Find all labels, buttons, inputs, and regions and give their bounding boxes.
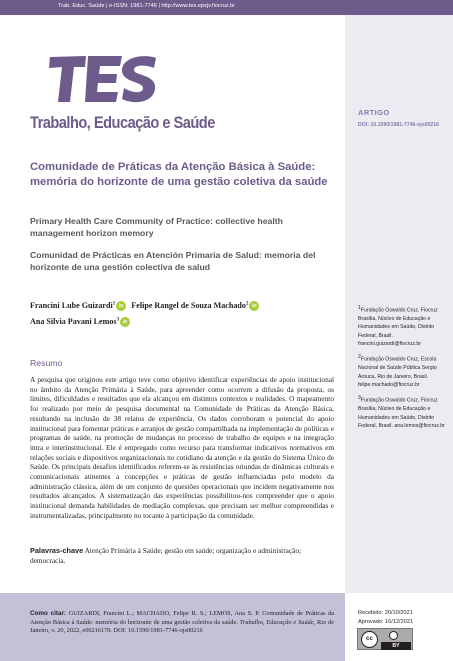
author: Ana Silvia Pavani Lemos$^3$ (30, 316, 120, 326)
keywords-label: Palavras-chave (30, 546, 84, 555)
journal-name: Trabalho, Educação e Saúde (30, 113, 215, 132)
cc-license-badge[interactable] (357, 628, 413, 650)
affiliations (358, 304, 451, 435)
doi: DOI: 10.1590/1981-7746-ojs00216 (358, 122, 440, 128)
affiliation: $^2$Fundação Oswaldo Cruz, Escola Nacional de Saúde Pública Sergio Arouca, Rio de Janeiro, Brasil. felipe.machado@fiocruz.br (358, 354, 437, 388)
received-date: Recebido: 20/10/2021 (358, 610, 413, 616)
keywords (30, 546, 334, 565)
author-list (30, 298, 340, 330)
top-bar (0, 0, 453, 15)
affiliation: $^3$Fundação Oswaldo Cruz, Fiocruz Brasília, Núcleo de Educação e Humanidades em Saúde, Distrito Federal, Brasil. ana.lemos@fiocruz.br (358, 395, 445, 429)
article-title-es: Comunidad de Prácticas en Atención Primaria de Salud: memoria del horizonte de una gestión colectiva de salud (30, 250, 316, 272)
orcid-icon[interactable]: iD (120, 317, 130, 327)
cc-icon: cc (361, 631, 378, 648)
approved-date: Aprovado: 16/12/2021 (358, 618, 414, 625)
orcid-icon[interactable]: iD (116, 301, 126, 311)
by-label: BY (381, 642, 411, 650)
citation: Como citar: GUIZARDI, Francini L.; MACHADO, Felipe R. S.; LEMOS, Ana S. P. Comunidade de Práticas da Atenção Básica à Saúde: memória do horizonte de uma gestão coletiva da saúde. Trabalho, Educação e Saúde, Rio de Janeiro, v. 20, 2022, e00216170. DOI: 10.1590/1981-7746-ojs00216 (30, 610, 334, 635)
citation-label: Como citar: (30, 610, 67, 617)
tes-logo-icon (44, 52, 164, 108)
keywords-text: Atenção Primária à Saúde; gestão em saúde; organização e administração; democracia. (30, 546, 302, 565)
article-dates (358, 609, 413, 626)
affiliation: $^1$Fundação Oswaldo Cruz, Fiocruz Brasília, Núcleo de Educação e Humanidades em Saúde, Distrito Federal, Brasil. francini.guizardi@fiocruz.br (358, 305, 438, 347)
section-label: ARTIGO (358, 108, 390, 117)
article-title-pt: Comunidade de Práticas da Atenção Básica à Saúde: memória do horizonte de uma gestão coletiva da saúde (30, 161, 328, 189)
abstract-heading: Resumo (30, 358, 63, 368)
orcid-icon[interactable]: iD (249, 301, 259, 311)
author: Felipe Rangel de Souza Machado$^2$ (131, 301, 249, 310)
article-title-en: Primary Health Care Community of Practice: collective health management horizon memory (30, 216, 283, 238)
abstract-text: A pesquisa que originou este artigo teve como objetivo identificar experiências de apoio institucional no âmbito da Atenção Primária à Saúde, para apreender como ocorrem a difusão da proposta, os limites, dificuldades e resultados que ela alcançou em distintos contextos e realidades. O mapeamento foi realizado por meio de pesquisa documental na Comunidade de Práticas da Atenção Básica, resultando na inclusão de 38 relatos de experiência. Os dados corroboram o potencial do apoio institucional para fomentar práticas e arranjos de gestão compartilhada na implementação de políticas e programas de saúde, na promoção de mudanças no processo de trabalho de equipes e na integração intra e interinstitucional. Ele é empregado como recurso para transformar indicativos normativos em relações sociais e dispositivos organizacionais no cotidiano da atenção e da gestão do Sistema Único de Saúde. Os principais desafios identificados referem-se às resistências oriundas de dinâmicas culturais e comunicacionais atinentes a concepções e práticas de gestão influenciadas pelo modelo da administração clássica, além de um conjunto de questões operacionais que incidem negativamente nos resultados alcançados. A sistematização das experiências possibilitou-nos compreender que o apoio institucional demanda habilidades de mediação complexas, que precisam ser melhor compreendidas e instrumentalizadas, principalmente no tocante à participação da comunidade. (30, 375, 334, 520)
author: Francini Lube Guizardi$^1$ (30, 301, 116, 310)
running-head: Trab. Educ. Saúde | e-ISSN: 1981-7746 | http://www.tes.epsjv.fiocruz.br (58, 3, 236, 9)
person-icon (389, 631, 398, 640)
citation-journal: Trabalho, Educação e Saúde (239, 618, 314, 626)
